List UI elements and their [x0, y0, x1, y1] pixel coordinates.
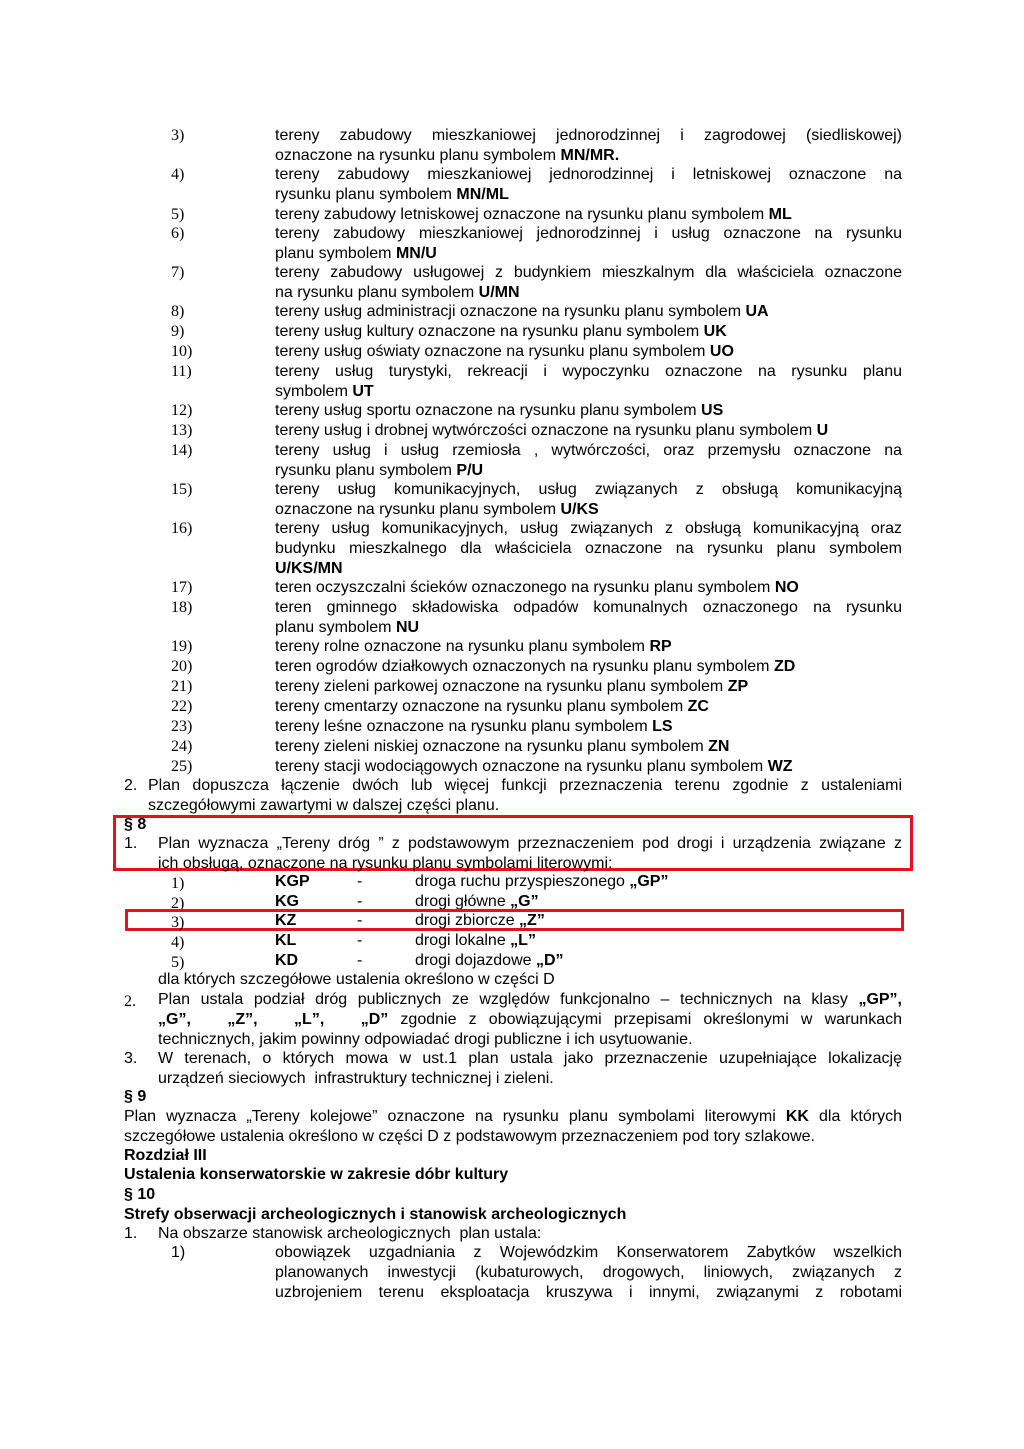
list-item — [275, 697, 902, 717]
item-text — [275, 342, 902, 362]
list-item — [275, 342, 902, 362]
paragraph-line: ich obsługą, oznaczone na rysunku planu symbolami literowymi: — [158, 855, 613, 872]
list-number: 3) — [171, 127, 185, 144]
item-text — [275, 302, 902, 322]
item-text — [275, 737, 902, 757]
zone-symbol: RP — [649, 638, 672, 655]
road-desc-text: drogi lokalne — [415, 932, 511, 949]
item-text — [275, 618, 902, 638]
chapter-title: Rozdział III — [124, 1147, 207, 1164]
road-code: KGP — [275, 873, 310, 890]
paragraph-text: Plan wyznacza „Tereny kolejowe” oznaczone na rysunku planu symbolami literowymi — [124, 1108, 786, 1125]
list-item — [275, 480, 902, 520]
list-item — [275, 302, 902, 322]
item-text-part: rysunku planu symbolem — [275, 186, 457, 203]
item-text: teren gminnego składowiska odpadów komunalnych oznaczonego na rysunku — [275, 599, 902, 616]
item-text-part: tereny stacji wodociągowych oznaczone na rysunku planu symbolem — [275, 758, 768, 775]
list-item — [275, 421, 902, 441]
list-item — [275, 263, 902, 303]
list-number: 7) — [171, 264, 185, 281]
item-text-part: teren oczyszczalni ścieków oznaczonego na rysunku planu symbolem — [275, 579, 775, 596]
road-desc-text: drogi główne — [415, 893, 511, 910]
road-description — [415, 951, 564, 971]
road-description — [415, 931, 536, 951]
zone-symbol: KK — [785, 1108, 809, 1125]
list-number: 17) — [171, 579, 193, 596]
paragraph — [148, 776, 902, 816]
zone-symbol: NU — [395, 619, 420, 636]
list-number: 23) — [171, 718, 193, 735]
zone-symbol: U — [816, 422, 829, 439]
item-tail: . — [614, 147, 620, 164]
zone-symbol: U/MN — [478, 284, 520, 301]
item-text: tereny usług i usług rzemiosła , wytwórczości, oraz przemysłu oznaczone na — [275, 442, 902, 459]
zone-symbol: U/KS — [560, 501, 599, 518]
road-class-symbol: „GP”, — [858, 991, 902, 1008]
item-text — [275, 146, 902, 166]
zone-symbol: MN/U — [395, 245, 437, 262]
list-number: 8) — [171, 303, 185, 320]
list-number: 18) — [171, 599, 193, 616]
road-description — [415, 911, 545, 931]
section-title: Strefy obserwacji archeologicznych i stanowisk archeologicznych — [124, 1206, 627, 1223]
item-text — [275, 500, 902, 520]
item-text: obowiązek uzgadniania z Wojewódzkim Konserwatorem Zabytków wszelkich — [275, 1244, 902, 1261]
road-class-symbol: „G” — [510, 893, 539, 910]
list-item — [275, 224, 902, 264]
item-text: budynku mieszkalnego dla właściciela oznaczone na rysunku planu symbolem — [275, 540, 902, 557]
road-code: KG — [275, 893, 299, 910]
zone-symbol: NO — [774, 579, 799, 596]
item-text: planowanych inwestycji (kubaturowych, drogowych, liniowych, związanych z — [275, 1264, 902, 1281]
list-item — [275, 322, 902, 342]
paragraph-text: zgodnie z obowiązującymi przepisami określonymi w warunkach — [388, 1011, 903, 1028]
item-text: uzbrojeniem terenu eksploatacja kruszywa i innymi, związanymi z robotami — [275, 1284, 902, 1301]
item-text — [275, 185, 902, 205]
item-text: tereny zabudowy mieszkaniowej jednorodzinnej i usług oznaczone na rysunku — [275, 225, 902, 242]
list-number: 14) — [171, 442, 193, 459]
separator: - — [357, 932, 363, 949]
road-code: KZ — [275, 912, 297, 929]
item-text — [275, 697, 902, 717]
item-text-part: planu symbolem — [275, 245, 396, 262]
list-number: 4) — [171, 934, 185, 951]
paragraph — [158, 1049, 902, 1089]
item-text — [275, 637, 902, 657]
item-text: tereny zabudowy usługowej z budynkiem mieszkalnym dla właściciela oznaczone — [275, 264, 902, 281]
item-text-part: tereny zieleni niskiej oznaczone na rysunku planu symbolem — [275, 738, 709, 755]
zone-symbol: UA — [745, 303, 769, 320]
paragraph-line: szczegółowe ustalenia określono w części D z podstawowym przeznaczeniem pod tory szlakowe. — [124, 1128, 815, 1145]
zone-symbol: WZ — [767, 758, 793, 775]
paragraph-line — [124, 1107, 902, 1127]
list-item — [275, 205, 902, 225]
paragraph-number: 1. — [124, 835, 138, 852]
list-item — [275, 717, 902, 737]
paragraph-line: W terenach, o których mowa w ust.1 plan ustala jako przeznaczenie uzupełniające lokalizację — [158, 1050, 902, 1067]
paragraph-number: 2. — [124, 993, 136, 1010]
zone-symbol: ZD — [773, 658, 796, 675]
list-item — [275, 657, 902, 677]
list-number: 9) — [171, 323, 185, 340]
list-number: 5) — [171, 206, 185, 223]
list-number: 16) — [171, 520, 193, 537]
paragraph-number: 1. — [124, 1225, 138, 1242]
paragraph-text: Plan ustala podział dróg publicznych ze względów funkcjonalno – technicznych na klasy — [158, 991, 859, 1008]
zone-symbol: UO — [709, 343, 734, 360]
road-class-symbol: „D” — [535, 952, 564, 969]
item-text: tereny usług komunikacyjnych, usług związanych z obsługą komunikacyjną oraz — [275, 520, 902, 537]
item-text: tereny zabudowy mieszkaniowej jednorodzinnej i letniskowej oznaczone na — [275, 166, 902, 183]
paragraph-line: Plan wyznacza „Tereny dróg ” z podstawowym przeznaczeniem pod drogi i urządzenia związane z — [158, 835, 902, 852]
item-text — [275, 421, 902, 441]
chapter-subtitle: Ustalenia konserwatorskie w zakresie dóbr kultury — [124, 1166, 509, 1183]
list-item — [275, 519, 902, 579]
road-desc-text: drogi zbiorcze — [415, 912, 520, 929]
list-number: 10) — [171, 343, 193, 360]
section-heading: § 10 — [124, 1186, 156, 1203]
item-text-part: na rysunku planu symbolem — [275, 284, 479, 301]
item-text-part: tereny usług oświaty oznaczone na rysunku planu symbolem — [275, 343, 710, 360]
item-text — [275, 757, 902, 777]
zone-symbol: U/KS/MN — [275, 560, 343, 577]
list-item — [275, 598, 902, 638]
road-class-symbol: „GP” — [629, 873, 669, 890]
list-number: 13) — [171, 422, 193, 439]
item-text-part: tereny usług i drobnej wytwórczości oznaczone na rysunku planu symbolem — [275, 422, 817, 439]
list-number: 1) — [171, 875, 185, 892]
item-text-part: tereny cmentarzy oznaczone na rysunku planu symbolem — [275, 698, 688, 715]
item-text — [275, 578, 902, 598]
zone-symbol: ZN — [708, 738, 730, 755]
road-class-symbol: „G”, „Z”, „L”, „D” — [158, 1011, 389, 1028]
item-text: tereny zabudowy mieszkaniowej jednorodzinnej i zagrodowej (siedliskowej) — [275, 127, 902, 144]
item-text — [275, 322, 902, 342]
item-text-part: rysunku planu symbolem — [275, 462, 457, 479]
list-number: 11) — [171, 363, 192, 380]
paragraph-line: Plan dopuszcza łączenie dwóch lub więcej funkcji przeznaczenia terenu zgodnie z ustaleniami — [148, 777, 902, 794]
paragraph-text: dla których — [808, 1108, 902, 1125]
list-number: 12) — [171, 402, 193, 419]
item-text — [275, 461, 902, 481]
paragraph-line: Na obszarze stanowisk archeologicznych plan ustala: — [158, 1225, 542, 1242]
zone-symbol: P/U — [456, 462, 484, 479]
list-number: 6) — [171, 225, 185, 242]
item-text-part: tereny rolne oznaczone na rysunku planu symbolem — [275, 638, 650, 655]
list-item — [275, 1243, 902, 1303]
zone-symbol: LS — [652, 718, 673, 735]
list-number: 2) — [171, 895, 185, 912]
separator: - — [357, 893, 363, 910]
item-text — [275, 677, 902, 697]
paragraph-line: technicznych, jakim powinny odpowiadać drogi publiczne i ich usytuowanie. — [158, 1031, 693, 1048]
item-text — [275, 401, 902, 421]
item-text-part: tereny usług administracji oznaczone na rysunku planu symbolem — [275, 303, 746, 320]
separator: - — [357, 912, 363, 929]
zone-symbol: MN/ML — [456, 186, 509, 203]
item-text-part: tereny usług sportu oznaczone na rysunku planu symbolem — [275, 402, 702, 419]
list-number: 3) — [171, 914, 185, 931]
paragraph-line: urządzeń sieciowych infrastruktury technicznej i zieleni. — [158, 1070, 554, 1087]
list-number: 15) — [171, 481, 193, 498]
list-number: 5) — [171, 954, 185, 971]
road-class-symbol: „Z” — [519, 912, 545, 929]
list-item — [275, 165, 902, 205]
item-text — [275, 244, 902, 264]
paragraph-number: 3. — [124, 1050, 138, 1067]
road-code: KL — [275, 932, 297, 949]
zone-symbol: ZC — [687, 698, 709, 715]
item-text-part: oznaczone na rysunku planu symbolem — [275, 147, 561, 164]
item-text — [275, 382, 902, 402]
item-text: tereny usług komunikacyjnych, usług związanych z obsługą komunikacyjną — [275, 481, 902, 498]
list-number: 25) — [171, 758, 193, 775]
item-text — [275, 717, 902, 737]
zone-symbol: ML — [768, 206, 792, 223]
item-text-part: tereny zieleni parkowej oznaczone na rysunku planu symbolem — [275, 678, 728, 695]
list-number: 24) — [171, 738, 193, 755]
list-number: 22) — [171, 698, 193, 715]
section-heading: § 9 — [124, 1088, 147, 1105]
item-text-part: symbolem — [275, 383, 353, 400]
list-item — [275, 637, 902, 657]
item-text-part: planu symbolem — [275, 619, 396, 636]
list-item — [275, 441, 902, 481]
paragraph — [158, 834, 902, 874]
list-item — [275, 362, 902, 402]
list-item — [275, 677, 902, 697]
item-text-part: teren ogrodów działkowych oznaczonych na rysunku planu symbolem — [275, 658, 774, 675]
item-text-part: tereny leśne oznaczone na rysunku planu symbolem — [275, 718, 653, 735]
zone-symbol: UT — [352, 383, 374, 400]
road-class-symbol: „L” — [510, 932, 536, 949]
item-text-part: tereny usług kultury oznaczone na rysunku planu symbolem — [275, 323, 704, 340]
zone-symbol: MN/MR — [560, 147, 615, 164]
paragraph — [158, 990, 902, 1050]
item-text: tereny usług turystyki, rekreacji i wypoczynku oznaczone na rysunku planu — [275, 363, 902, 380]
item-text — [275, 657, 902, 677]
paragraph-line — [158, 990, 902, 1010]
paragraph-line — [158, 1010, 902, 1030]
item-text — [275, 559, 902, 579]
section-heading: § 8 — [124, 816, 147, 833]
road-description — [415, 872, 668, 892]
paragraph-line: szczegółowymi zawartymi w dalszej części planu. — [148, 797, 500, 814]
list-number: 1) — [171, 1244, 186, 1261]
list-item — [275, 578, 902, 598]
list-item — [275, 737, 902, 757]
road-code: KD — [275, 952, 299, 969]
road-desc-text: droga ruchu przyspieszonego — [415, 873, 630, 890]
zone-symbol: ZP — [727, 678, 749, 695]
list-number: 20) — [171, 658, 193, 675]
road-desc-text: drogi dojazdowe — [415, 952, 536, 969]
item-text — [275, 283, 902, 303]
list-item — [275, 126, 902, 166]
paragraph-line: dla których szczegółowe ustalenia określono w części D — [158, 971, 555, 988]
item-text — [275, 205, 902, 225]
list-number: 21) — [171, 678, 193, 695]
item-text-part: oznaczone na rysunku planu symbolem — [275, 501, 561, 518]
separator: - — [357, 873, 363, 890]
paragraph-number: 2. — [124, 777, 138, 794]
list-number: 4) — [171, 166, 185, 183]
zone-symbol: US — [701, 402, 724, 419]
list-number: 19) — [171, 638, 193, 655]
zone-symbol: UK — [703, 323, 727, 340]
separator: - — [357, 952, 363, 969]
paragraph — [124, 1107, 902, 1147]
list-item — [275, 757, 902, 777]
list-item — [275, 401, 902, 421]
item-text-part: tereny zabudowy letniskowej oznaczone na rysunku planu symbolem — [275, 206, 769, 223]
